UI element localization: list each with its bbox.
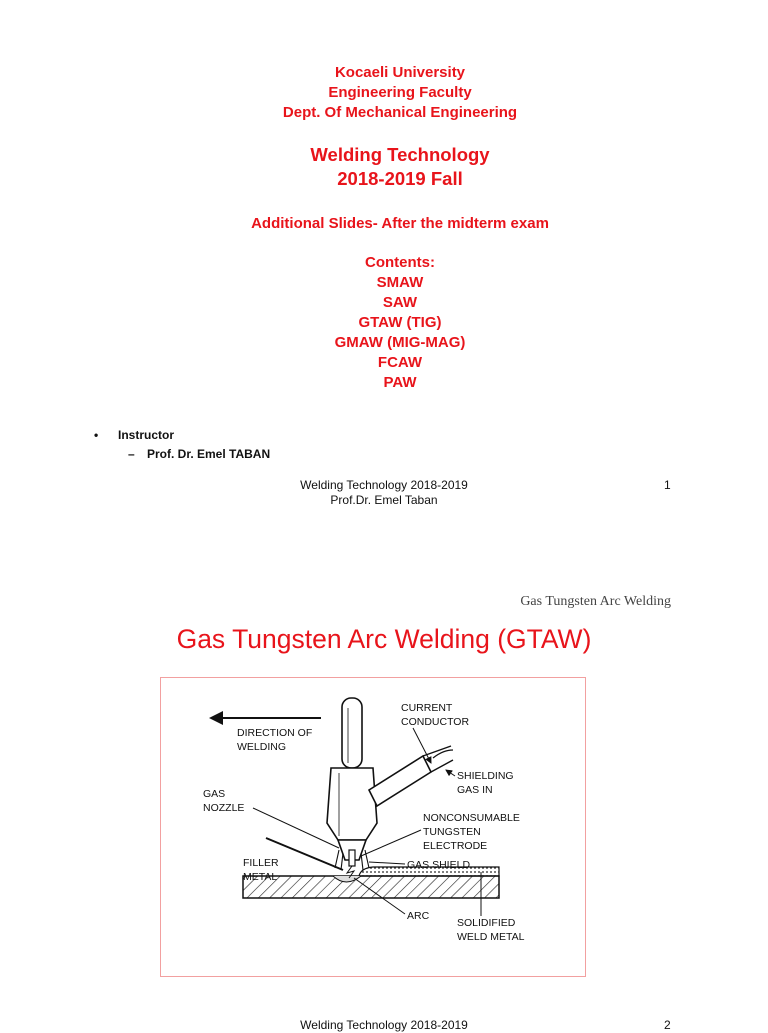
gtaw-diagram [161, 678, 585, 976]
instructor-name: Prof. Dr. Emel TABAN [147, 447, 271, 461]
label-solidified: SOLIDIFIED [457, 917, 516, 929]
label-filler: METAL [243, 871, 278, 883]
course-term: 2018-2019 Fall [337, 168, 463, 189]
label-electrode: ELECTRODE [423, 840, 488, 852]
contents-item: SMAW [376, 274, 424, 291]
page-number: 1 [664, 478, 671, 492]
torch-body [327, 768, 377, 840]
base-metal-plate [243, 876, 499, 898]
label-electrode: TUNGSTEN [423, 826, 481, 838]
contents-item: PAW [383, 374, 417, 391]
instructor-label: Instructor [118, 428, 175, 442]
university-header [0, 63, 768, 123]
contents-list [0, 253, 768, 393]
footer-author: Prof.Dr. Emel Taban [330, 493, 438, 507]
label-direction: WELDING [237, 741, 287, 753]
gas-hose [369, 756, 431, 806]
contents-item: SAW [382, 294, 418, 311]
bullet-icon: • [94, 428, 99, 442]
faculty-name: Engineering Faculty [328, 84, 472, 101]
contents-item: FCAW [377, 354, 423, 371]
course-title [0, 143, 768, 191]
label-shielding: GAS IN [457, 784, 493, 796]
label-solidified: WELD METAL [457, 931, 525, 943]
label-filler: FILLER [243, 857, 279, 869]
label-electrode: NONCONSUMABLE [423, 812, 520, 824]
label-current: CONDUCTOR [401, 716, 470, 728]
footer-course: Welding Technology 2018-2019 [300, 478, 468, 492]
contents-item: GTAW (TIG) [358, 314, 442, 331]
university-name: Kocaeli University [334, 64, 466, 81]
slide-title: Gas Tungsten Arc Welding (GTAW) [176, 624, 592, 654]
contents-item: GMAW (MIG-MAG) [334, 334, 466, 351]
gtaw-diagram-frame [160, 677, 586, 977]
tungsten-electrode [349, 850, 355, 866]
torch-cap [342, 698, 362, 768]
slide1-footer [0, 478, 768, 508]
label-shielding: SHIELDING [457, 770, 514, 782]
additional-slides-note: Additional Slides- After the midterm exam [251, 215, 549, 232]
label-current: CURRENT [401, 702, 453, 714]
course-name: Welding Technology [310, 144, 490, 165]
label-nozzle: GAS [203, 788, 226, 800]
label-gas-shield: GAS SHIELD [407, 859, 471, 871]
label-nozzle: NOZZLE [203, 802, 245, 814]
slide2-footer: Welding Technology 2018-2019 [300, 1018, 468, 1032]
department-name: Dept. Of Mechanical Engineering [282, 104, 518, 121]
contents-label: Contents: [365, 254, 435, 271]
label-arc: ARC [407, 910, 430, 922]
label-direction: DIRECTION OF [237, 727, 313, 739]
running-header: Gas Tungsten Arc Welding [520, 594, 671, 609]
page-number: 2 [664, 1018, 671, 1032]
dash-icon: – [128, 447, 135, 461]
